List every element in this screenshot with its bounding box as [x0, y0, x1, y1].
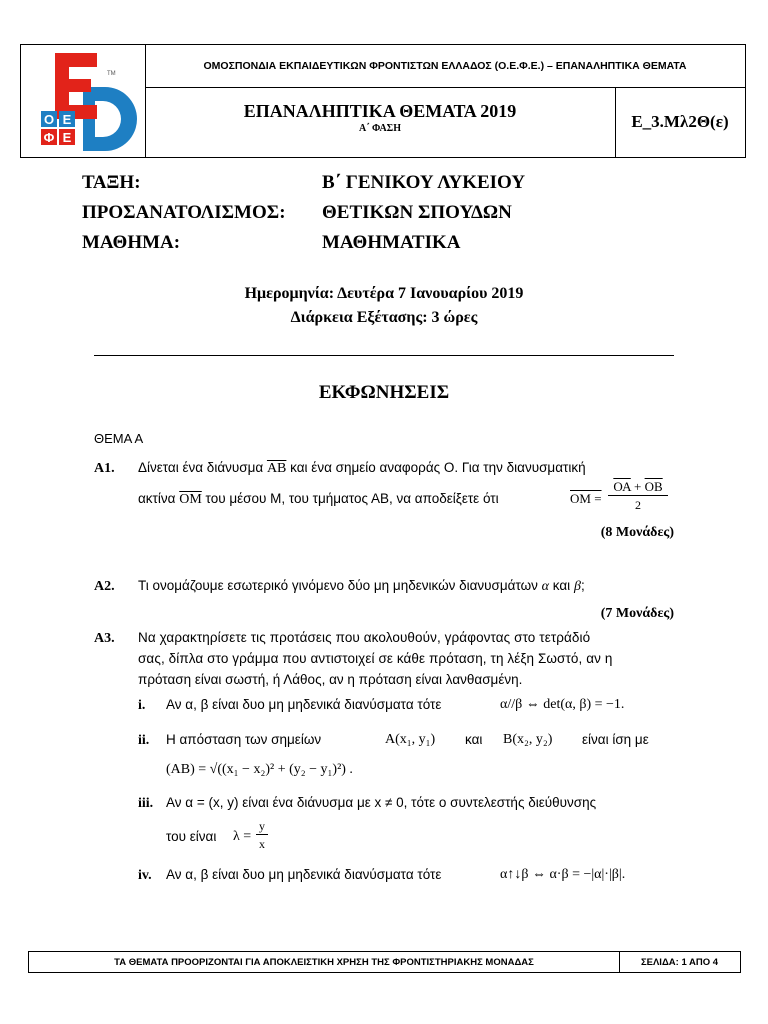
footer-notice: ΤΑ ΘΕΜΑΤΑ ΠΡΟΟΡΙΖΟΝΤΑΙ ΓΙΑ ΑΠΟΚΛΕΙΣΤΙΚΗ ΧΡΗΣΗ ΤΗΣ ΦΡΟΝΤΙΣΤΗΡΙΑΚΗΣ ΜΟΝΑΔΑΣ [29, 952, 620, 972]
a2-text: Τι ονομάζουμε εσωτερικό γινόμενο δύο μη μηδενικών διανυσμάτων α και β; [138, 578, 585, 594]
section-title: ΕΚΦΩΝΗΣΕΙΣ [318, 382, 450, 403]
a3-line-1: Να χαρακτηρίσετε τις προτάσεις που ακολουθούν, γράφοντας στο τετράδιό [138, 630, 591, 645]
a1-formula-denominator: 2 [635, 498, 641, 512]
exam-phase: Α΄ ΦΑΣΗ [358, 123, 401, 134]
info-value-subject: ΜΑΘΗΜΑΤΙΚΑ [322, 232, 461, 253]
a3-line-2: σας, δίπλα στο γράμμα που αντιστοιχεί σε κάθε πρόταση, τη λέξη Σωστό, αν η [138, 651, 613, 666]
a3-item-iii-line2: του είναι [166, 829, 217, 844]
a3-item-ii-num: ii. [138, 733, 150, 748]
exam-title: ΕΠΑΝΑΛΗΠΤΙΚΑ ΘΕΜΑΤΑ 2019 [243, 101, 517, 121]
svg-text:Φ: Φ [43, 130, 55, 145]
a1-formula-numerator: $\overline{OA} + \overline{OB}$ [608, 479, 668, 496]
vector-om: $\overline{OM}$ [179, 492, 202, 507]
federation-title: ΟΜΟΣΠΟΝΔΙΑ ΕΚΠΑΙΔΕΥΤΙΚΩΝ ΦΡΟΝΤΙΣΤΩΝ ΕΛΛΑΔΟΣ (Ο.Ε.Φ.Ε.) – ΕΠΑΝΑΛΗΠΤΙΚΑ ΘΕΜΑΤΑ [145, 45, 745, 88]
a1-formula-lhs: ΟΜ = [570, 491, 602, 506]
a3-item-iv-math: α↑↓β ⇔ α·β = −|α|·|β|. [500, 867, 626, 882]
a1-line2: ακτίνα $\overline{OM}$ του μέσου Μ, του τμήματος ΑΒ, να αποδείξετε ότι [138, 491, 499, 507]
exam-duration: Διάρκεια Εξέτασης: 3 ώρες [290, 309, 478, 326]
svg-text:Ο: Ο [43, 112, 55, 127]
svg-text:TM: TM [107, 71, 116, 77]
oefe-logo [21, 45, 146, 157]
a3-item-ii-formula: (ΑΒ) = √((x₁ − x₂)² + (y₂ − y₁)²) . [166, 762, 353, 777]
vector-a: α [541, 579, 550, 594]
a3-item-iii-frac-num: y [256, 819, 268, 835]
a3-item-i-math: α//β ⇔ det(α, β) = −1. [500, 697, 625, 712]
a3-item-iii-text: Αν α = (x, y) είναι ένα διάνυσμα με x ≠ 0, τότε ο συντελεστής διεύθυνσης [166, 795, 597, 810]
a3-line-3: πρόταση είναι σωστή, ή Λάθος, αν η πρόταση είναι λανθασμένη. [138, 672, 523, 687]
svg-text:Ε: Ε [62, 112, 72, 127]
vector-ab: $\overline{AB}$ [266, 461, 287, 476]
a3-item-iv-text: Αν α, β είναι δυο μη μηδενικά διανύσματα τότε [166, 867, 442, 882]
a3-item-iv-num: iv. [138, 868, 152, 883]
a3-label: Α3. [94, 631, 115, 646]
a3-item-iii-num: iii. [138, 796, 154, 811]
info-value-orientation: ΘΕΤΙΚΩΝ ΣΠΟΥΔΩΝ [322, 202, 512, 223]
a1-line1: Δίνεται ένα διάνυσμα $\overline{AB}$ και ένα σημείο αναφοράς Ο. Για την διανυσματική [138, 460, 586, 476]
a3-item-ii-text2: είναι ίση με [582, 732, 649, 747]
a3-item-ii-point-b: Β(x₂, y₂) [503, 732, 553, 747]
exam-title-cell [145, 87, 616, 157]
a2-marks: (7 Μονάδες) [600, 606, 674, 621]
svg-text:Ε: Ε [62, 130, 72, 145]
header-box [20, 44, 746, 158]
a1-label: Α1. [94, 461, 115, 476]
a2-label: Α2. [94, 579, 115, 594]
exam-code: Ε_3.Μλ2Θ(ε) [631, 112, 729, 131]
a3-item-ii-point-a: Α(x₁, y₁) [385, 732, 436, 747]
logo-graphic [21, 45, 145, 157]
page-number: ΣΕΛΙΔΑ: 1 ΑΠΟ 4 [640, 956, 719, 968]
exam-date: Ημερομηνία: Δευτέρα 7 Ιανουαρίου 2019 [244, 285, 524, 302]
a3-item-ii-kai: και [465, 732, 483, 747]
info-label-subject: ΜΑΘΗΜΑ: [82, 232, 181, 253]
a1-marks: (8 Μονάδες) [600, 525, 674, 540]
footer-box [28, 951, 741, 973]
a3-item-i-num: i. [138, 698, 146, 713]
a3-item-iii-frac-den: x [259, 837, 265, 851]
info-label-class: ΤΑΞΗ: [82, 172, 141, 193]
a3-item-i-text: Αν α, β είναι δυο μη μηδενικά διανύσματα τότε [166, 697, 442, 712]
divider-line [94, 355, 674, 356]
info-value-class: Β΄ ΓΕΝΙΚΟΥ ΛΥΚΕΙΟΥ [322, 172, 526, 193]
a3-item-ii-text: Η απόσταση των σημείων [166, 732, 322, 747]
info-label-orientation: ΠΡΟΣΑΝΑΤΟΛΙΣΜΟΣ: [82, 202, 286, 223]
a3-item-iii-lambda: λ = [233, 829, 252, 844]
vector-b: β [573, 579, 581, 594]
theme-title: ΘΕΜΑ Α [94, 431, 144, 446]
